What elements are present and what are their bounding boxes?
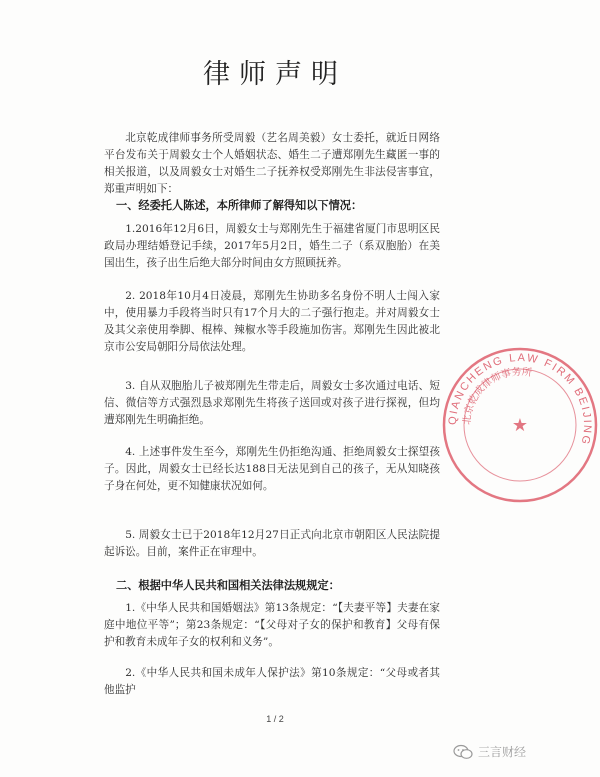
seal-star-icon: ★ xyxy=(511,415,529,436)
watermark-text: 三言财经 xyxy=(477,745,526,759)
section-1-heading: 一、经委托人陈述，本所律师了解得知以下情况： xyxy=(116,198,363,212)
fact-item-3: 3. 自从双胞胎儿子被郑刚先生带走后，周毅女士多次通过电话、短信、微信等方式强烈恳求郑刚先生将孩子送回或对孩子进行探视，但均遭郑刚先生明确拒绝。 xyxy=(104,380,440,426)
wechat-icon xyxy=(453,744,473,760)
page-number: 1 / 2 xyxy=(266,714,284,724)
fact-item-5: 5. 周毅女士已于2018年12月27日正式向北京市朝阳区人民法院提起诉讼。目前，案件正在审理中。 xyxy=(104,529,440,558)
watermark xyxy=(453,743,526,760)
law-item-1: 1.《中华人民共和国婚姻法》第13条规定：“【夫妻平等】夫妻在家庭中地位平等”；第23条规定：“【父母对子女的保护和教育】父母有保护和教育未成年子女的权利和义务”。 xyxy=(104,602,440,648)
fact-item-4: 4. 上述事件发生至今，郑刚先生仍拒绝沟通、拒绝周毅女士探望孩子。因此，周毅女士已经长达188日无法见到自己的孩子，无从知晓孩子身在何处，更不知健康状况如何。 xyxy=(104,446,440,492)
intro-paragraph: 北京乾成律师事务所受周毅（艺名周美毅）女士委托，就近日网络平台发布关于周毅女士个人婚姻状态、婚生二子遭郑刚先生藏匿一事的相关报道，以及周毅女士对婚生二子抚养权受郑刚先生非法侵害事宜，郑重声明如下： xyxy=(104,132,440,195)
fact-item-1: 1.2016年12月6日，周毅女士与郑刚先生于福建省厦门市思明区民政局办理结婚登记手续，2017年5月2日，婚生二子（系双胞胎）在美国出生，孩子出生后绝大部分时间由女方照顾抚养。 xyxy=(104,223,440,269)
seal-chinese-text: 北京乾成律师事务所 xyxy=(461,366,533,426)
law-item-2: 2.《中华人民共和国未成年人保护法》第10条规定：“父母或者其他监护 xyxy=(104,667,440,696)
law-firm-seal xyxy=(440,345,600,505)
seal-latin-text: QIANCHENG LAW FIRM BEIJING xyxy=(446,351,594,448)
document-title: 律师声明 xyxy=(203,59,347,90)
fact-item-2: 2. 2018年10月4日凌晨，郑刚先生协助多名身份不明人士闯入家中，使用暴力手段将当时只有17个月大的二子强行抱走。并对周毅女士及其父亲使用拳脚、棍棒、辣椒水等手段施加伤害。郑刚先生因此被北京市公安局朝阳分局依法处理。 xyxy=(104,290,440,353)
section-2-heading: 二、根据中华人民共和国相关法律法规规定： xyxy=(116,578,340,592)
